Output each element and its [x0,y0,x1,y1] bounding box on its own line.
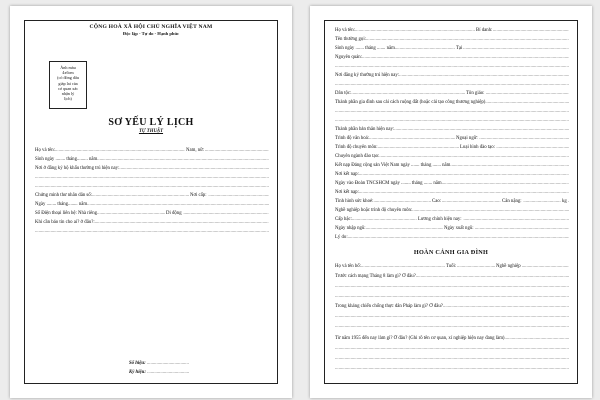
field-place-label: Tại [456,46,463,51]
field-emergency-contact: Khi cần báo tin cho ai? ở đâu?: ..... [35,219,269,226]
sign-serial-label: Số hiệu: ..... [129,361,189,366]
page-title: SƠ YẾU LÝ LỊCH [108,117,194,128]
blank-line [335,345,569,352]
field-since-1955: Từ năm 1955 đến nay làm gì? Ở đâu? (Ghi rõ tên cơ quan, xí nghiệp hiện nay đang làm) ..... [335,335,569,342]
field-health: Tình hình sức khoẻ: ..... [335,198,569,205]
field-salary-label: Lương chính hiện nay: [418,217,462,222]
blank-line [35,174,269,181]
photo-line: giáp lai của [58,80,78,86]
right-page [310,6,592,398]
left-page [10,6,292,398]
field-kg-label: kg [562,199,567,204]
blank-line [335,108,569,115]
field-residence: Nơi đăng ký thường trú hiện nay: ..... [335,72,569,79]
field-birth-date: Sinh ngày ....... tháng ....... năm ..... [335,45,569,52]
photo-line: nhận lý [61,91,75,97]
blank-line [335,81,569,88]
field-family-class: Thành phần gia đình sau cải cách ruộng đất (hoặc cải tạo công thương nghiệp) ..... [335,99,569,106]
blank-line [35,228,269,235]
photo-line: (có đóng dấu [57,75,79,81]
field-occupation: Nghề nghiệp hoặc trình độ chuyên môn: ..... [335,207,569,214]
field-id-card: Chứng minh thư nhân dân số: ..... [35,192,269,199]
field-rank: Cấp bậc: ..... [335,216,569,223]
field-height-label: Cao: [432,199,442,204]
blank-line [335,117,569,124]
blank-line [335,63,569,70]
field-foreign-lang-label: Ngoại ngữ: [456,136,478,141]
left-page-frame [24,20,278,384]
field-resistance-period: Trong kháng chiến chống thực dân Pháp làm gì? Ở đâu? ..... [335,303,569,310]
field-ethnicity: Dân tộc: ..... [335,90,569,97]
field-discharge-label: Ngày xuất ngũ: [444,226,474,231]
field-issued-at-label: Nơi cấp: [190,193,207,198]
field-education: Trình độ văn hoá: ..... [335,135,569,142]
blank-line [335,365,569,372]
sign-symbol-label: Ký hiệu: ..... [129,370,189,375]
blank-line [35,183,269,190]
field-residence: Nơi ở đăng ký hộ khẩu thường trú hiện nay: ..... [35,165,269,172]
field-pre-revolution: Trước cách mạng Tháng 8 làm gì? Ở đâu? ..... [335,273,569,280]
field-party-place: Nơi kết nạp: ..... [335,171,569,178]
field-religion-label: Tôn giáo: [466,91,485,96]
field-reason: Lý do: ..... [335,234,569,241]
motto: Độc lập - Tự do - Hạnh phúc [122,31,180,36]
photo-line: Ảnh màu [60,65,76,70]
field-common-name: Tên thường gọi: ..... [335,36,569,43]
field-hometown: Nguyên quán: ..... [335,54,569,61]
right-page-frame [324,20,578,384]
field-personal-class: Thành phần bản thân hiện nay: ..... [335,126,569,133]
field-job-label: Nghề nghiệp [496,264,521,269]
blank-line [335,313,569,320]
field-phone: Số Điện thoại liên hệ: Nhà riêng ..... [35,210,269,217]
blank-line [335,323,569,330]
field-degree-type-label: Loại hình đào tạo: [460,145,496,150]
blank-line [335,283,569,290]
field-weight-label: Cân nặng: [502,199,522,204]
field-enlist-date: Ngày nhập ngũ: ..... [335,225,569,232]
photo-line: 4x6cm [62,70,74,76]
blank-line [335,293,569,300]
field-party-join: Kết nạp Đảng cộng sản Việt Nam ngày ....... tháng ....... năm ..... [335,162,569,169]
field-youth-union-join: Ngày vào Đoàn TNCSHCM ngày ........ tháng ....... năm ..... [335,180,569,187]
national-header: CỘNG HOÀ XÃ HỘI CHỦ NGHĨA VIỆT NAM [89,24,213,30]
field-alias-label: Bí danh: [476,28,493,33]
page-subtitle: TỰ THUẬT [138,129,164,134]
family-section-title: HOÀN CẢNH GIA ĐÌNH [413,249,489,256]
field-qualification: Trình độ chuyên môn: ..... [335,144,569,151]
field-full-name: Họ và tên: ..... [335,27,569,34]
field-mobile-label: Di động [166,211,182,216]
field-age-label: Tuổi: [446,264,457,269]
field-union-place: Nơi kết nạp: ..... [335,189,569,196]
field-full-name: Họ và tên: ..... [35,147,269,154]
field-birth-date: Sinh ngày ........ tháng......... năm ..... [35,156,269,163]
field-sex-label: Nam, nữ: [186,148,205,153]
field-issue-date: Ngày ........ tháng........ năm ..... [35,201,269,208]
field-major: Chuyên ngành đào tạo: ..... [335,153,569,160]
field-father-name: Họ và tên bố: ..... [335,263,569,270]
blank-line [335,355,569,362]
photo-line: lịch) [64,96,72,102]
photo-box [49,61,87,109]
photo-line: cơ quan xác [57,85,79,91]
